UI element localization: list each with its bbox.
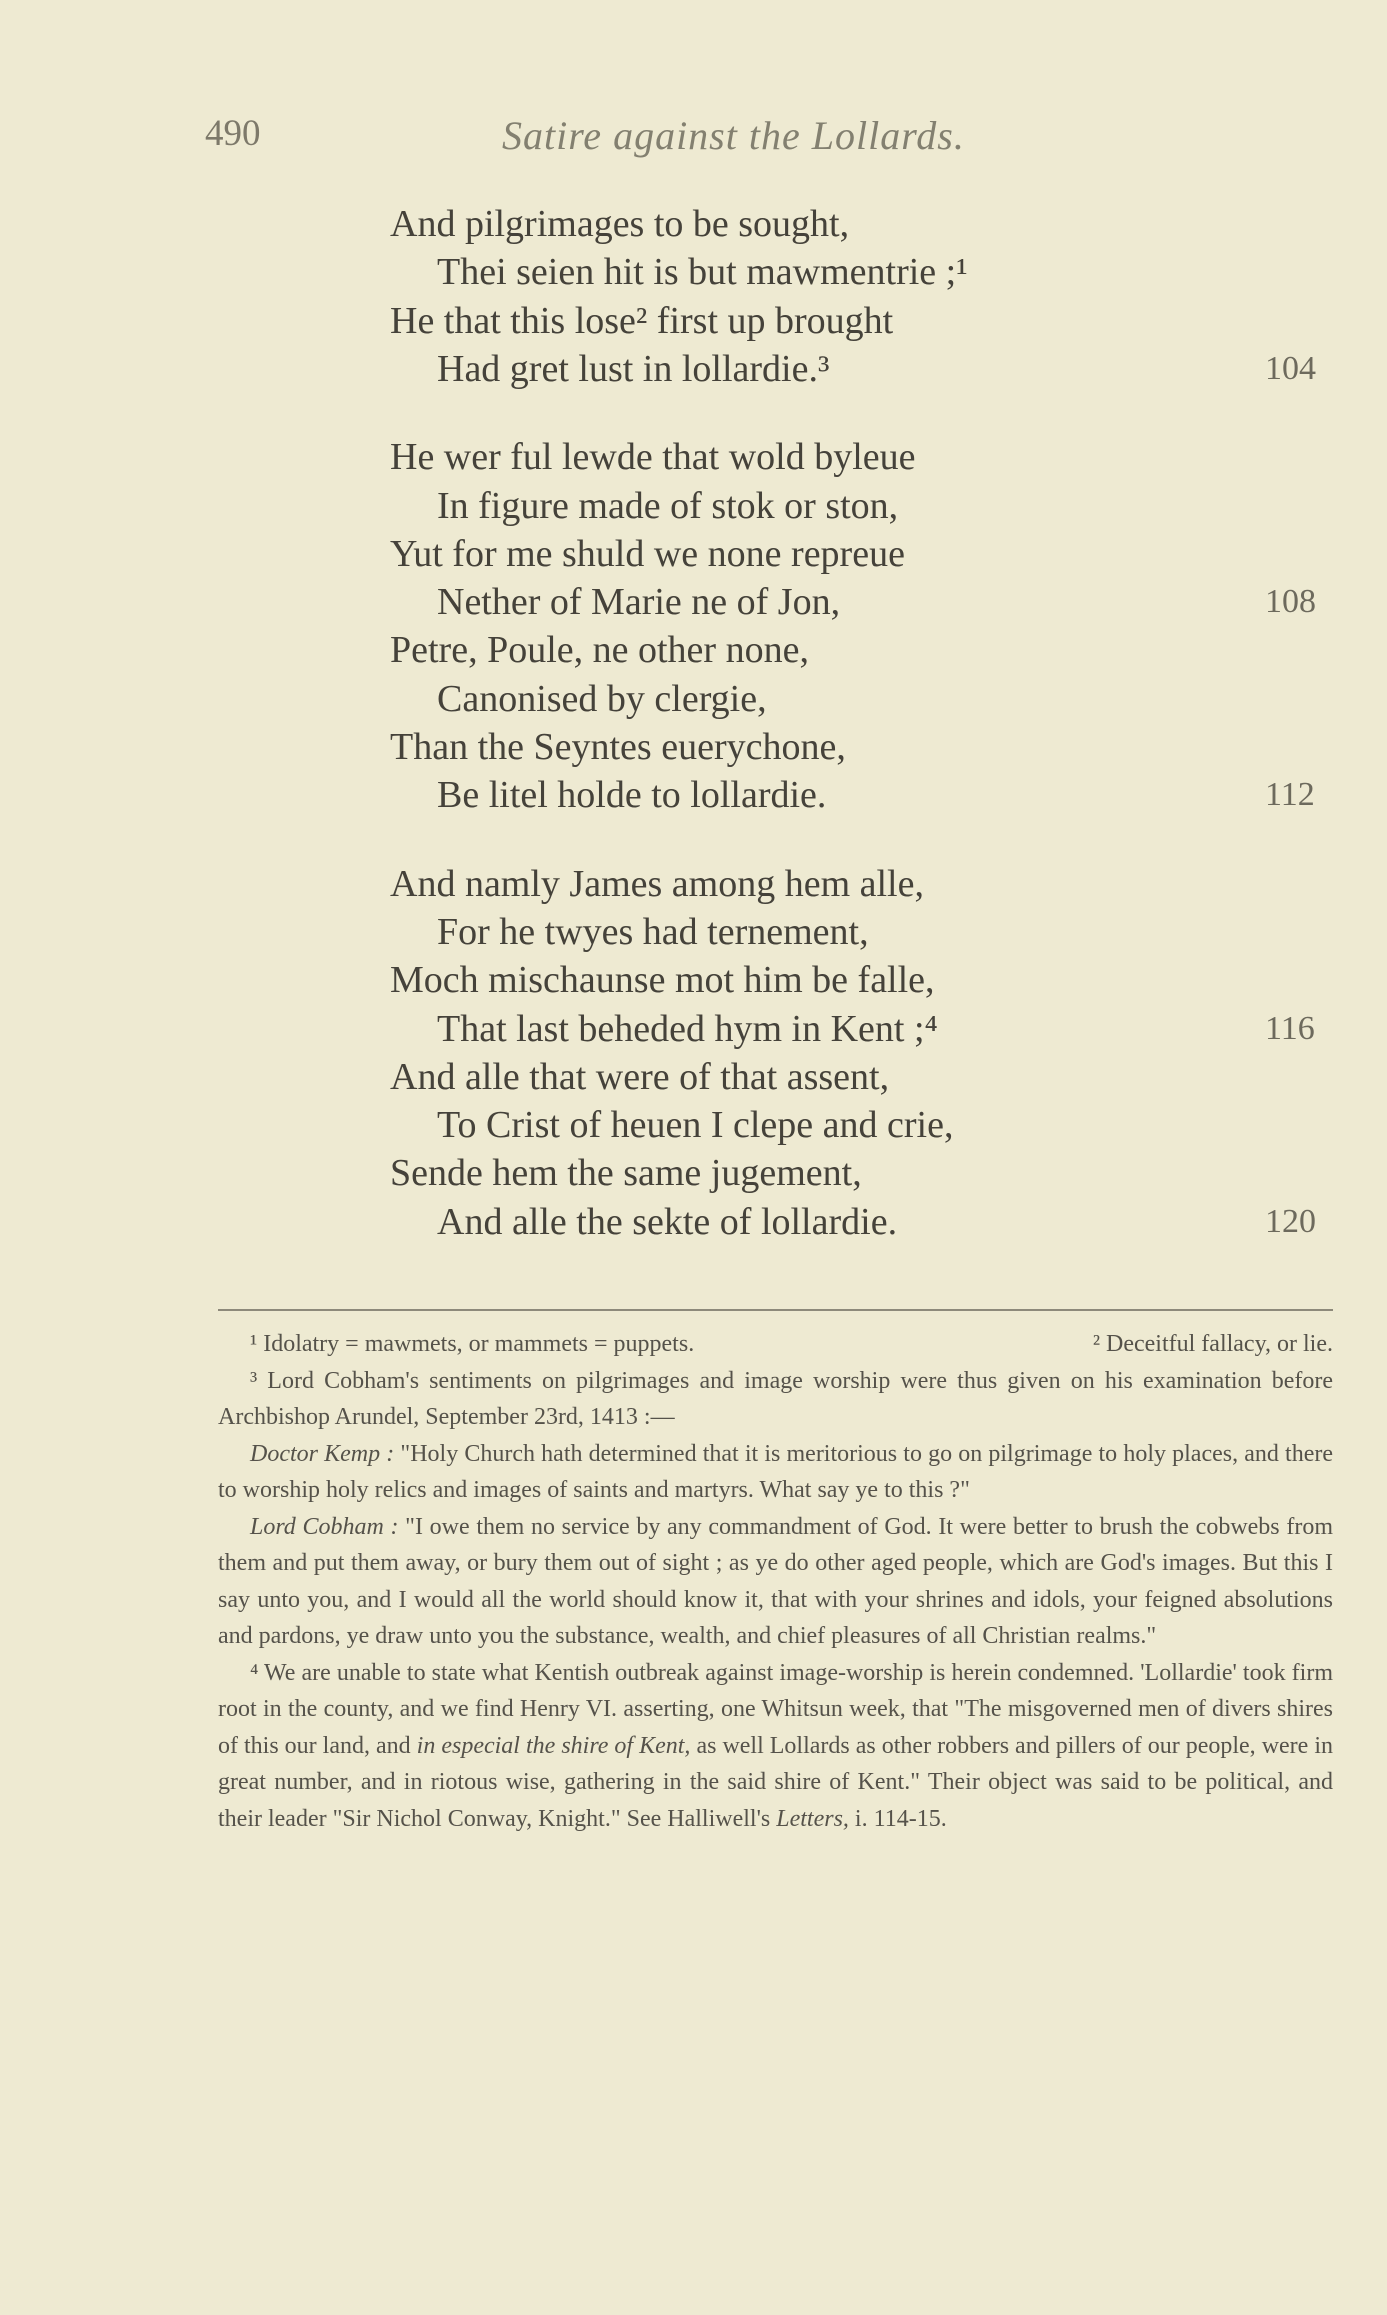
footnote-3-kemp: [218, 1436, 1333, 1509]
verse-line: Petre, Poule, ne other none,: [390, 629, 809, 672]
page-number: 490: [205, 113, 261, 154]
footnote-4-italic: in especial the shire of Kent,: [416, 1732, 691, 1759]
verse-line: Be litel holde to lollardie.: [437, 774, 827, 817]
page-header: [0, 112, 1387, 162]
footnote-4-part-c: i. 114-15.: [848, 1805, 947, 1832]
verse-line: And namly James among hem alle,: [390, 862, 924, 905]
verse-line: Nether of Marie ne of Jon,: [437, 581, 841, 624]
kemp-quote: "Holy Church hath determined that it is meritorious to go on pilgrimage to holy places, and there to worship holy relics and images of saints and martyrs. What say ye to this ?": [218, 1440, 1333, 1503]
line-number: 116: [1265, 1009, 1315, 1047]
verse-line: That last beheded hym in Kent ;⁴: [437, 1007, 938, 1050]
line-number: 108: [1265, 583, 1316, 621]
footnote-row-1-2: [218, 1326, 1333, 1363]
verse-line: And pilgrimages to be sought,: [390, 203, 850, 245]
verse-line: Thei seien hit is but mawmentrie ;¹: [437, 251, 968, 294]
verse-line: To Crist of heuen I clepe and crie,: [437, 1104, 954, 1147]
verse-line: And alle that were of that assent,: [390, 1055, 890, 1098]
line-number: 104: [1265, 349, 1316, 387]
verse-line: He wer ful lewde that wold byleue: [390, 436, 916, 479]
running-title: Satire against the Lollards.: [502, 113, 965, 158]
footnote-3: ³ Lord Cobham's sentiments on pilgrimages and image worship were thus given on his examination before Archbishop Arundel, September 23rd, 1413 :—: [218, 1367, 1333, 1430]
line-number: 120: [1265, 1202, 1316, 1240]
verse-line: Than the Seyntes euerychone,: [390, 726, 846, 768]
speaker-kemp: Doctor Kemp :: [250, 1440, 395, 1467]
verse-line: For he twyes had ternement,: [437, 910, 869, 953]
verse-line: Sende hem the same jugement,: [390, 1152, 862, 1195]
footnote-divider: [218, 1309, 1333, 1311]
footnote-4: [218, 1655, 1333, 1838]
footnote-2: ² Deceitful fallacy, or lie.: [1092, 1331, 1333, 1357]
verse-line: Moch mischaunse mot him be falle,: [390, 959, 935, 1002]
line-number: 112: [1265, 776, 1315, 814]
verse-line: Had gret lust in lollardie.³: [437, 347, 830, 390]
verse-line: He that this lose² first up brought: [390, 299, 894, 342]
verse-line: Yut for me shuld we none repreue: [390, 532, 905, 575]
footnote-1: ¹ Idolatry = mawmets, or mammets = puppets.: [250, 1331, 695, 1357]
cobham-quote: "I owe them no service by any commandment of God. It were better to brush the cobwebs from them and put them away, or bury them out of sight ; as ye do other aged people, which are God's images. But this I say unto you, and I would all the world should know it, that with your shrines and idols, your feigned absolutions and pardons, ye draw unto you the substance, wealth, and chief pleasures of all Christian realms.": [218, 1513, 1333, 1649]
footnotes: [218, 1326, 1333, 1837]
verse-line: In figure made of stok or ston,: [437, 484, 899, 527]
footnote-4-letters: Letters,: [776, 1805, 849, 1832]
verse-line: Canonised by clergie,: [437, 677, 767, 720]
footnote-4-part-b: as well Lollards as other robbers and pillers of our people, were in great number, and in riotous wise, gathering in the said shire of Kent." Their object was said to be political, and their leader "Sir Nichol Conway, Knight." See Halliwell's: [218, 1732, 1333, 1832]
verse-line: And alle the sekte of lollardie.: [437, 1200, 898, 1243]
footnote-4-part-a: ⁴ We are unable to state what Kentish outbreak against image-worship is herein condemned. 'Lollardie' took firm root in the county, and we find Henry VI. asserting, one Whitsun week, that "The misgoverned men of divers shires of this our land, and: [218, 1659, 1333, 1759]
speaker-cobham: Lord Cobham :: [250, 1513, 399, 1540]
footnote-3-cobham: [218, 1509, 1333, 1655]
